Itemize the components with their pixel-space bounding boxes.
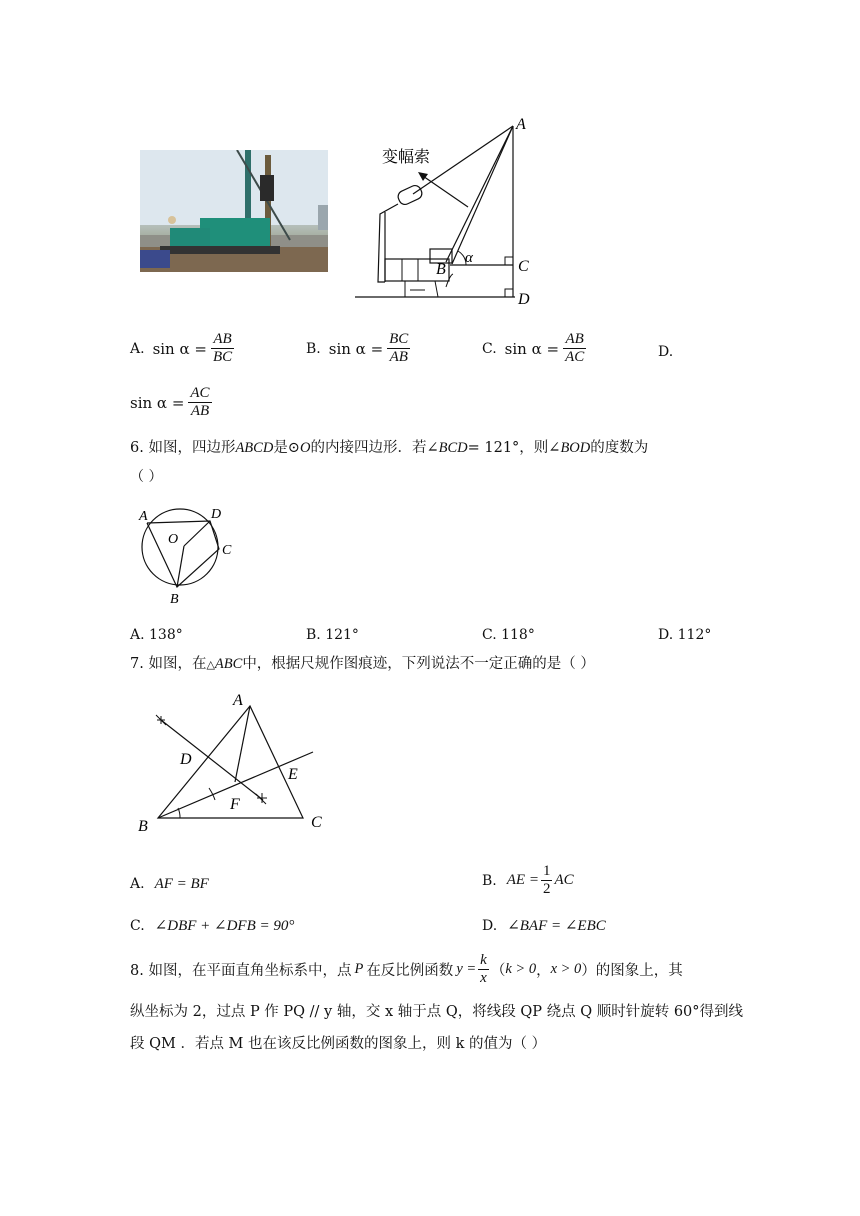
label-c: C <box>222 543 232 558</box>
boom-line <box>446 126 513 262</box>
q8-line-3: 段 QM ．若点 M 也在该反比例函数的图象上，则 k 的值为（ ） <box>130 1036 547 1052</box>
option-lhs: sin α = <box>504 339 560 358</box>
q6-answer-paren: （ ） <box>130 469 163 485</box>
q6-option-b[interactable]: B. 121° <box>306 627 359 643</box>
q6-stem-part: 是⊙ <box>273 440 300 456</box>
fraction <box>478 952 489 987</box>
option-expr: AF = BF <box>154 875 209 892</box>
numerator: AB <box>565 331 584 347</box>
denominator: 2 <box>542 881 551 897</box>
q7-triangle-name: ABC <box>214 656 243 672</box>
label-alpha: α <box>465 250 473 266</box>
fraction <box>387 331 410 366</box>
q6-stem <box>130 439 648 457</box>
label-c: C <box>518 258 529 275</box>
numerator: AB <box>213 331 232 347</box>
label-e: E <box>288 766 298 783</box>
label-b: B <box>138 818 148 835</box>
denominator: BC <box>212 349 233 365</box>
option-rhs: AC <box>554 872 574 888</box>
q6-circle-figure <box>135 502 245 607</box>
option-letter: D. <box>482 917 498 934</box>
label-d: D <box>180 751 192 768</box>
option-letter: C. <box>482 340 497 357</box>
pointer-arrowhead <box>418 172 428 181</box>
label-a: A <box>139 509 148 524</box>
option-expr: ∠BAF = ∠EBC <box>507 918 606 934</box>
option-expr: ∠DBF + ∠DFB = 90° <box>154 918 295 934</box>
q6-stem-part: 的内接四边形．若∠ <box>310 440 439 456</box>
option-letter: A. <box>130 340 145 357</box>
q7-option-a[interactable] <box>130 875 209 893</box>
q8-text: 8. 如图，在平面直角坐标系中，点 <box>130 963 352 979</box>
pointer-arrow <box>420 174 468 207</box>
q6-quad-name: ABCD <box>235 440 274 456</box>
option-letter: C. <box>130 917 145 934</box>
construction-mark <box>256 793 267 804</box>
q7-option-b[interactable] <box>482 863 574 898</box>
q8-line-2: 纵坐标为 2，过点 P 作 PQ // y 轴，交 x 轴于点 Q，将线段 QP 绕点 Q 顺时针旋转 60°得到线 <box>130 1004 744 1020</box>
q8-text: ， <box>536 963 551 979</box>
fraction <box>541 863 553 898</box>
q6-option-d[interactable]: D. 112° <box>658 627 712 643</box>
option-letter: B. <box>482 872 497 889</box>
q8-y-eq: y = <box>456 961 477 977</box>
label-c: C <box>311 814 322 831</box>
q5-option-b[interactable] <box>306 331 412 366</box>
numerator: AC <box>190 385 210 401</box>
q8-text: ）的图象上，其 <box>581 963 683 979</box>
numerator: BC <box>389 331 409 347</box>
option-letter: B. <box>306 340 321 357</box>
denominator: AB <box>190 403 210 419</box>
q7-option-c[interactable] <box>130 916 294 935</box>
crane-diagram <box>350 112 540 312</box>
q7-stem-part: 7. 如图，在 <box>130 656 207 672</box>
fraction <box>211 331 234 366</box>
right-angle-c <box>505 257 513 265</box>
q5-option-d[interactable] <box>130 385 214 420</box>
label-o: O <box>168 532 179 547</box>
bisector-line-d <box>161 720 263 800</box>
label-b: B <box>436 261 446 278</box>
crane-photo-drawing <box>140 150 328 272</box>
label-a: A <box>233 692 243 709</box>
q7-stem <box>130 655 595 674</box>
q5-option-a[interactable] <box>130 331 236 366</box>
option-letter: A. <box>130 876 145 892</box>
numerator: 1 <box>542 863 551 879</box>
label-b: B <box>170 592 179 607</box>
pulley-shape <box>396 184 424 207</box>
fraction <box>188 385 211 420</box>
q7-stem-part: 中，根据尺规作图痕迹，下列说法不一定正确的是（ ） <box>242 656 595 672</box>
label-d: D <box>211 507 222 522</box>
q6-stem-part: 的度数为 <box>590 440 649 456</box>
q7-option-d[interactable] <box>482 916 606 935</box>
q6-option-c[interactable]: C. 118° <box>482 627 535 643</box>
crane-frame <box>378 204 398 282</box>
option-lhs: sin α = <box>152 339 207 358</box>
label-rope: 变幅索 <box>382 149 431 166</box>
q6-angle-bod: BOD <box>560 440 591 456</box>
construction-mark <box>156 715 166 725</box>
triangle-symbol: △ <box>206 658 215 671</box>
option-lhs: sin α = <box>328 339 384 358</box>
q6-circle-name: O <box>299 440 311 456</box>
crane-diagram-svg <box>350 112 540 312</box>
numerator: k <box>480 952 487 968</box>
q6-stem-part: 6. 如图，四边形 <box>130 440 236 456</box>
denominator: x <box>480 970 487 986</box>
q8-line-1 <box>130 952 683 987</box>
crane-photo <box>140 150 328 272</box>
circle-o <box>142 509 218 585</box>
q8-condition: x > 0 <box>550 961 582 977</box>
right-angle-d <box>505 289 513 297</box>
arc-b <box>178 808 180 818</box>
denominator: AC <box>565 349 585 365</box>
fraction <box>563 331 586 366</box>
label-f: F <box>230 796 240 813</box>
q5-option-c[interactable] <box>482 331 588 366</box>
q6-option-a[interactable]: A. 138° <box>130 627 183 643</box>
segment-af <box>235 706 250 782</box>
option-lhs: sin α = <box>130 393 185 412</box>
label-a: A <box>516 116 526 133</box>
q7-triangle-figure <box>135 690 335 835</box>
q8-text: （ <box>490 963 506 979</box>
q6-angle-bcd: BCD <box>438 440 468 456</box>
q8-condition: k > 0 <box>505 961 537 977</box>
q6-circle-svg <box>135 502 245 607</box>
q8-point-p: P <box>354 961 364 977</box>
q8-text: 在反比例函数 <box>366 963 454 979</box>
q7-triangle-svg <box>135 690 335 835</box>
q5-option-d-letter[interactable]: D. <box>658 344 674 360</box>
label-d: D <box>518 291 530 308</box>
denominator: AB <box>389 349 408 365</box>
segment-od <box>184 521 210 546</box>
q6-stem-part: = 121°，则∠ <box>467 440 561 456</box>
option-lhs: AE = <box>506 872 539 888</box>
